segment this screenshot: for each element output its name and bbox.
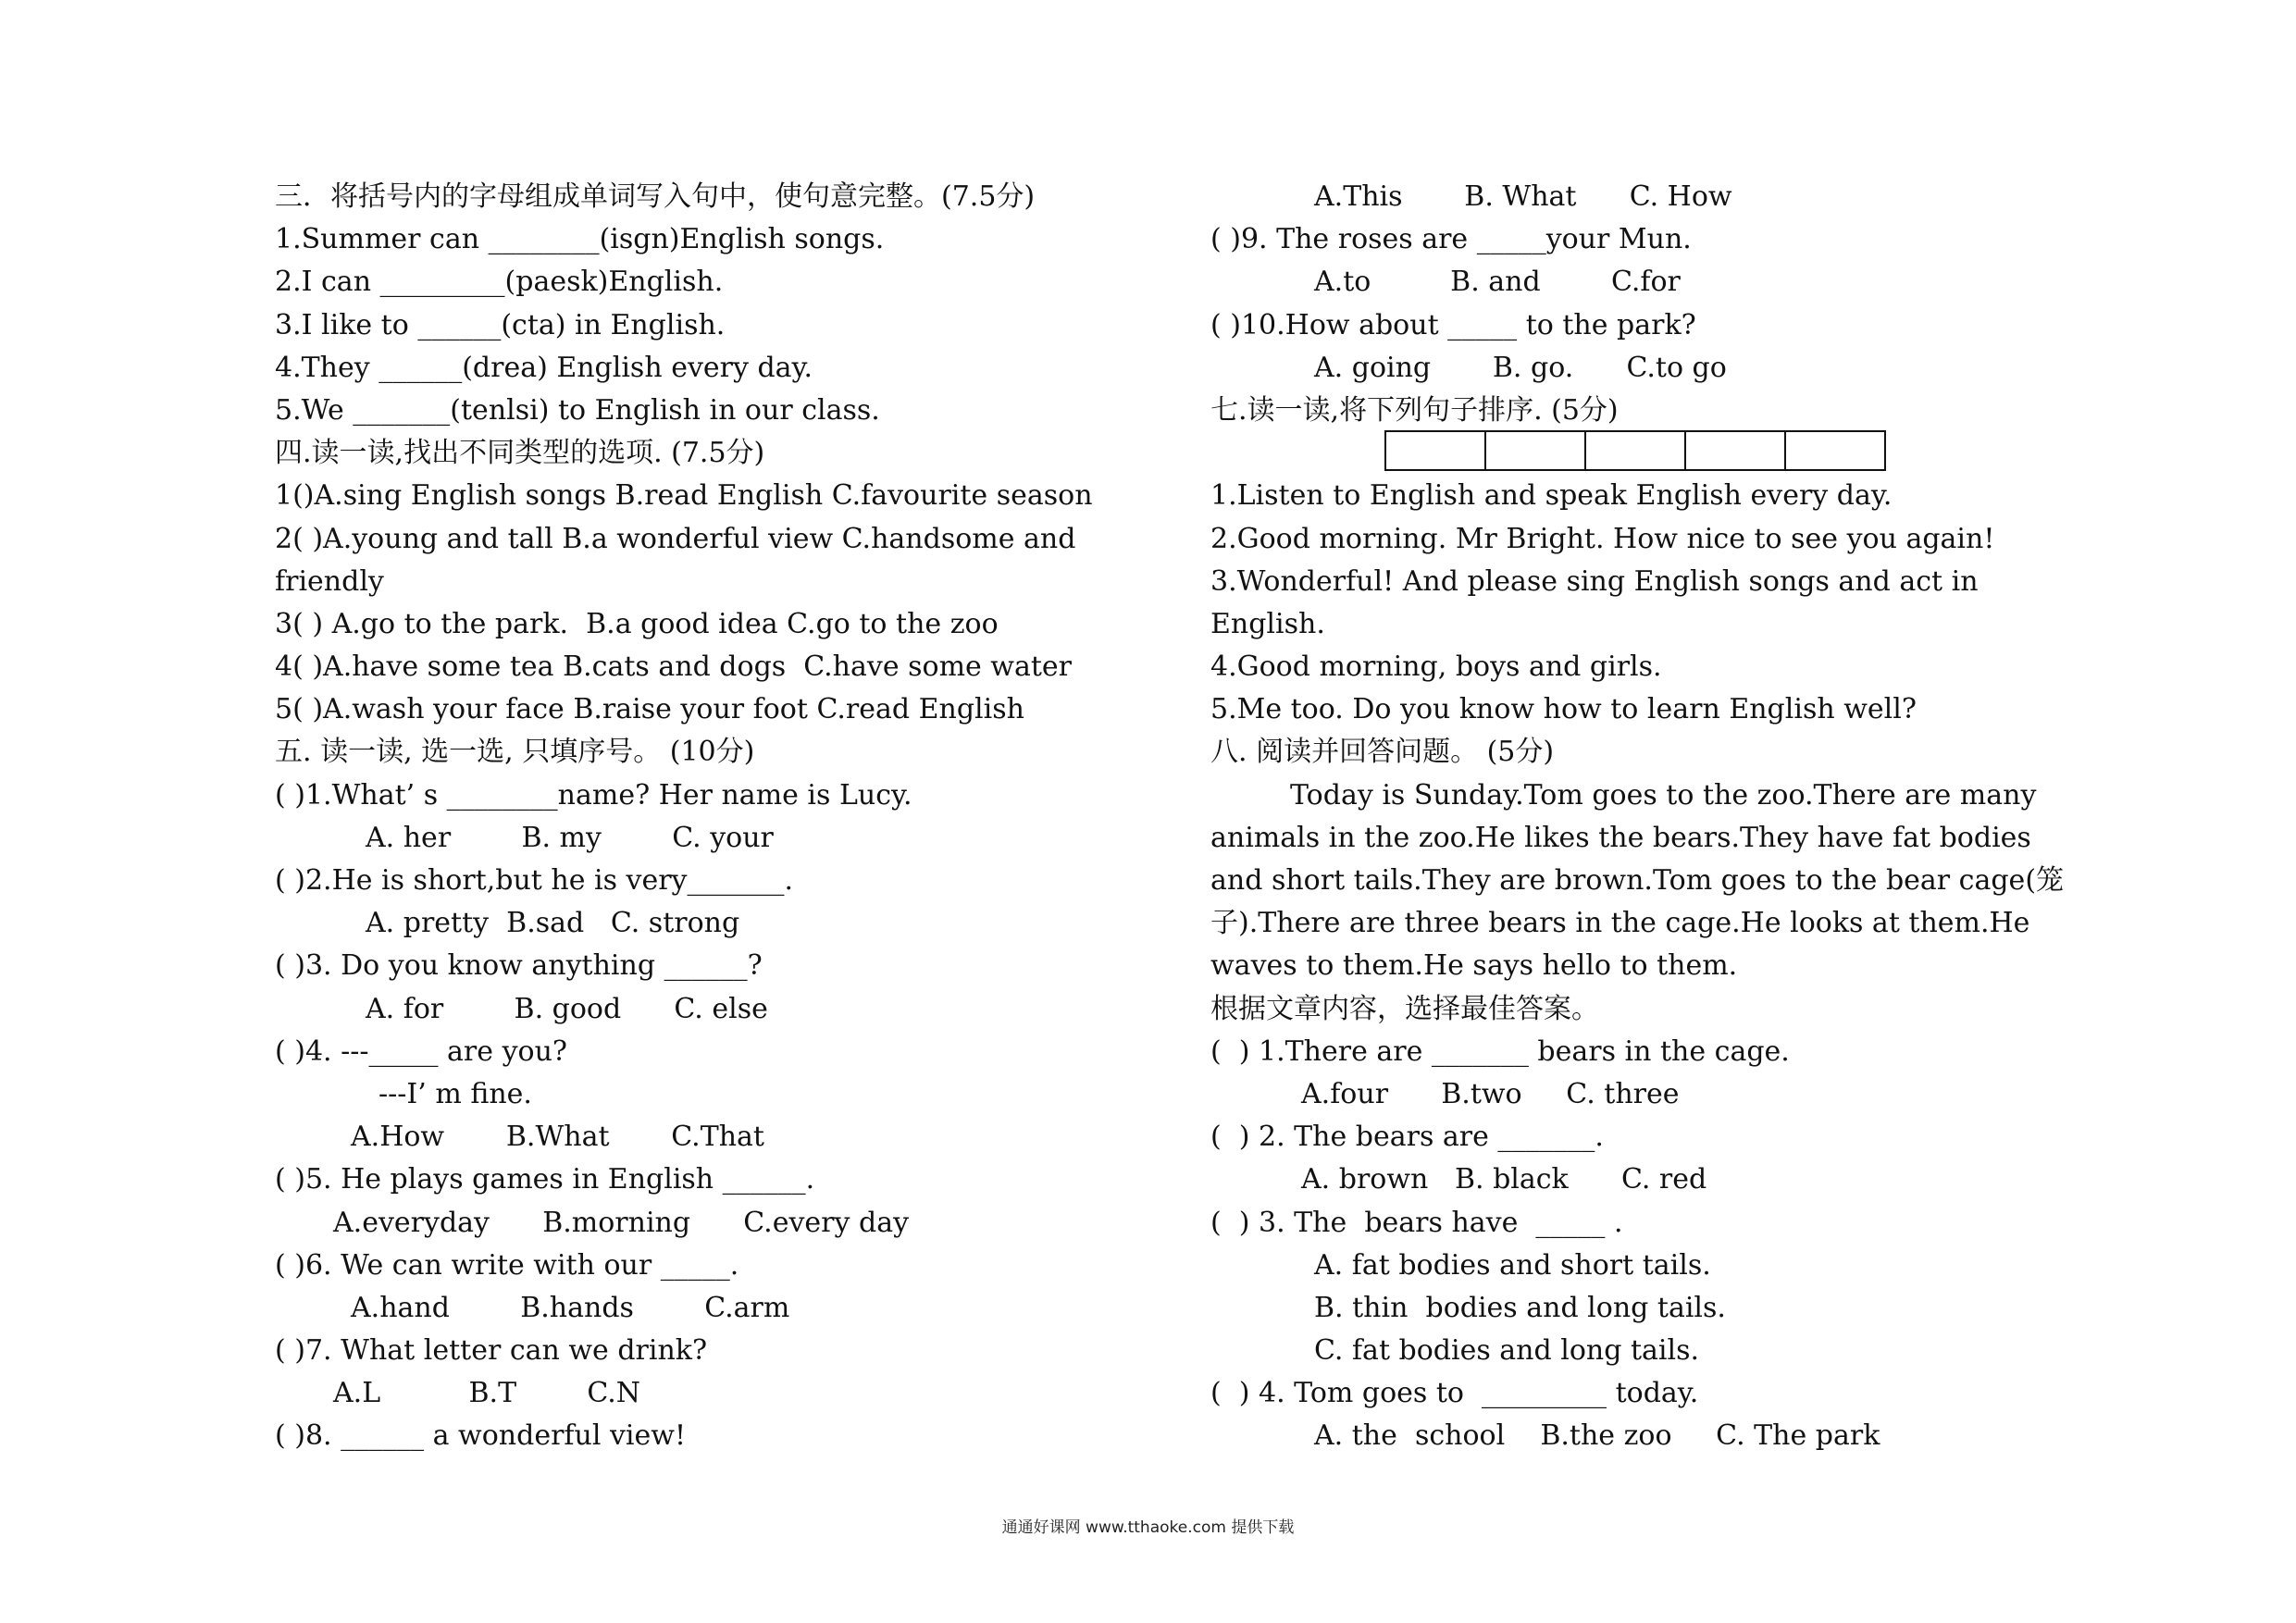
left-text-line: 五. 读一读, 选一选, 只填序号。 (10分) [275,736,755,769]
left-text-line: 2.I can _________(paesk)English. [275,266,724,299]
right-text-line: ( )9. The roses are _____your Mun. [1210,223,1692,256]
right-text-line: 4.Good morning, boys and girls. [1210,650,1662,684]
left-text-line: A.hand B.hands C.arm [351,1291,790,1324]
left-text-line: A.L B.T C.N [333,1377,641,1410]
right-text-line: 3.Wonderful! And please sing English songs and act in [1210,564,1979,598]
left-text-line: ( )5. He plays games in English ______. [275,1163,815,1196]
left-text-line: 1.Summer can ________(isgn)English songs. [275,223,885,256]
right-text-line: animals in the zoo.He likes the bears.They have fat bodies [1210,821,2031,854]
left-text-line: 四.读一读,找出不同类型的选项. (7.5分) [275,437,765,470]
order-answer-box[interactable] [1584,430,1686,471]
right-text-line: ( ) 4. Tom goes to _________ today. [1210,1377,1699,1410]
right-text-line: A. brown B. black C. red [1301,1163,1707,1196]
left-text-line: 1()A.sing English songs B.read English C.favourite season [275,479,1093,513]
left-text-line: A.How B.What C.That [351,1121,764,1154]
left-text-line: ( )8. ______ a wonderful view! [275,1419,687,1453]
left-text-line: ( )4. ---_____ are you? [275,1035,567,1068]
left-text-line: friendly [275,564,384,598]
left-column [275,176,1145,1458]
right-text-line: English. [1210,607,1325,640]
left-text-line: 5.We _______(tenlsi) to English in our class. [275,393,880,427]
left-text-line: 2( )A.young and tall B.a wonderful view C.handsome and [275,522,1076,555]
right-column [1210,176,2080,1458]
page-footer: 通通好课网 www.tthaoke.com 提供下载 [1001,1518,1295,1537]
left-text-line: ---I’ m fine. [379,1077,532,1110]
right-text-line: A. going B. go. C.to go [1314,351,1727,384]
right-text-line: 七.读一读,将下列句子排序. (5分) [1210,393,1619,427]
left-text-line: ( )2.He is short,but he is very_______. [275,864,794,897]
left-text-line: 三．将括号内的字母组成单词写入句中，使句意完整。(7.5分) [275,180,1036,213]
left-text-line: ( )6. We can write with our _____. [275,1248,739,1282]
order-answer-box[interactable] [1484,430,1586,471]
left-text-line: 5( )A.wash your face B.raise your foot C.read English [275,693,1024,726]
order-answer-box[interactable] [1784,430,1886,471]
right-text-line: 5.Me too. Do you know how to learn English well? [1210,693,1917,726]
right-text-line: 根据文章内容，选择最佳答案。 [1210,992,1599,1025]
left-text-line: 4.They ______(drea) English every day. [275,351,813,384]
left-text-line: 4( )A.have some tea B.cats and dogs C.have some water [275,650,1073,684]
left-text-line: 3.I like to ______(cta) in English. [275,308,726,341]
right-text-line: A.to B. and C.for [1314,266,1681,299]
right-text-line: A. the school B.the zoo C. The park [1314,1419,1880,1453]
right-text-line: A.four B.two C. three [1301,1077,1680,1110]
right-text-line: 八. 阅读并回答问题。 (5分) [1210,736,1555,769]
right-text-line: waves to them.He says hello to them. [1210,949,1738,983]
right-text-line: C. fat bodies and long tails. [1314,1334,1700,1368]
left-text-line: ( )1.What’ s ________name? Her name is Lucy. [275,778,912,812]
right-text-line: and short tails.They are brown.Tom goes to the bear cage(笼 [1210,864,2065,897]
right-text-line: 2.Good morning. Mr Bright. How nice to see you again! [1210,522,1995,555]
right-text-line: A. fat bodies and short tails. [1314,1248,1711,1282]
right-text-line: 1.Listen to English and speak English every day. [1210,479,1893,513]
answer-order-boxes[interactable] [1210,432,2080,475]
left-text-line: A. for B. good C. else [366,992,768,1025]
order-answer-box[interactable] [1384,430,1486,471]
right-text-line: B. thin bodies and long tails. [1314,1291,1726,1324]
right-text-line: Today is Sunday.Tom goes to the zoo.There are many [1290,778,2037,812]
right-text-line: ( ) 1.There are _______ bears in the cage. [1210,1035,1790,1068]
left-text-line: A.everyday B.morning C.every day [333,1206,910,1239]
right-text-line: ( ) 2. The bears are _______. [1210,1121,1604,1154]
right-text-line: ( ) 3. The bears have _____ . [1210,1206,1623,1239]
order-answer-box[interactable] [1684,430,1786,471]
left-text-line: 3( ) A.go to the park. B.a good idea C.go to the zoo [275,607,999,640]
right-text-line: A.This B. What C. How [1314,180,1732,213]
left-text-line: ( )7. What letter can we drink? [275,1334,708,1368]
left-text-line: A. her B. my C. your [366,821,774,854]
left-text-line: A. pretty B.sad C. strong [366,907,740,940]
left-text-line: ( )3. Do you know anything ______? [275,949,763,983]
right-text-line: 子).There are three bears in the cage.He looks at them.He [1210,907,2030,940]
right-text-line: ( )10.How about _____ to the park? [1210,308,1696,341]
